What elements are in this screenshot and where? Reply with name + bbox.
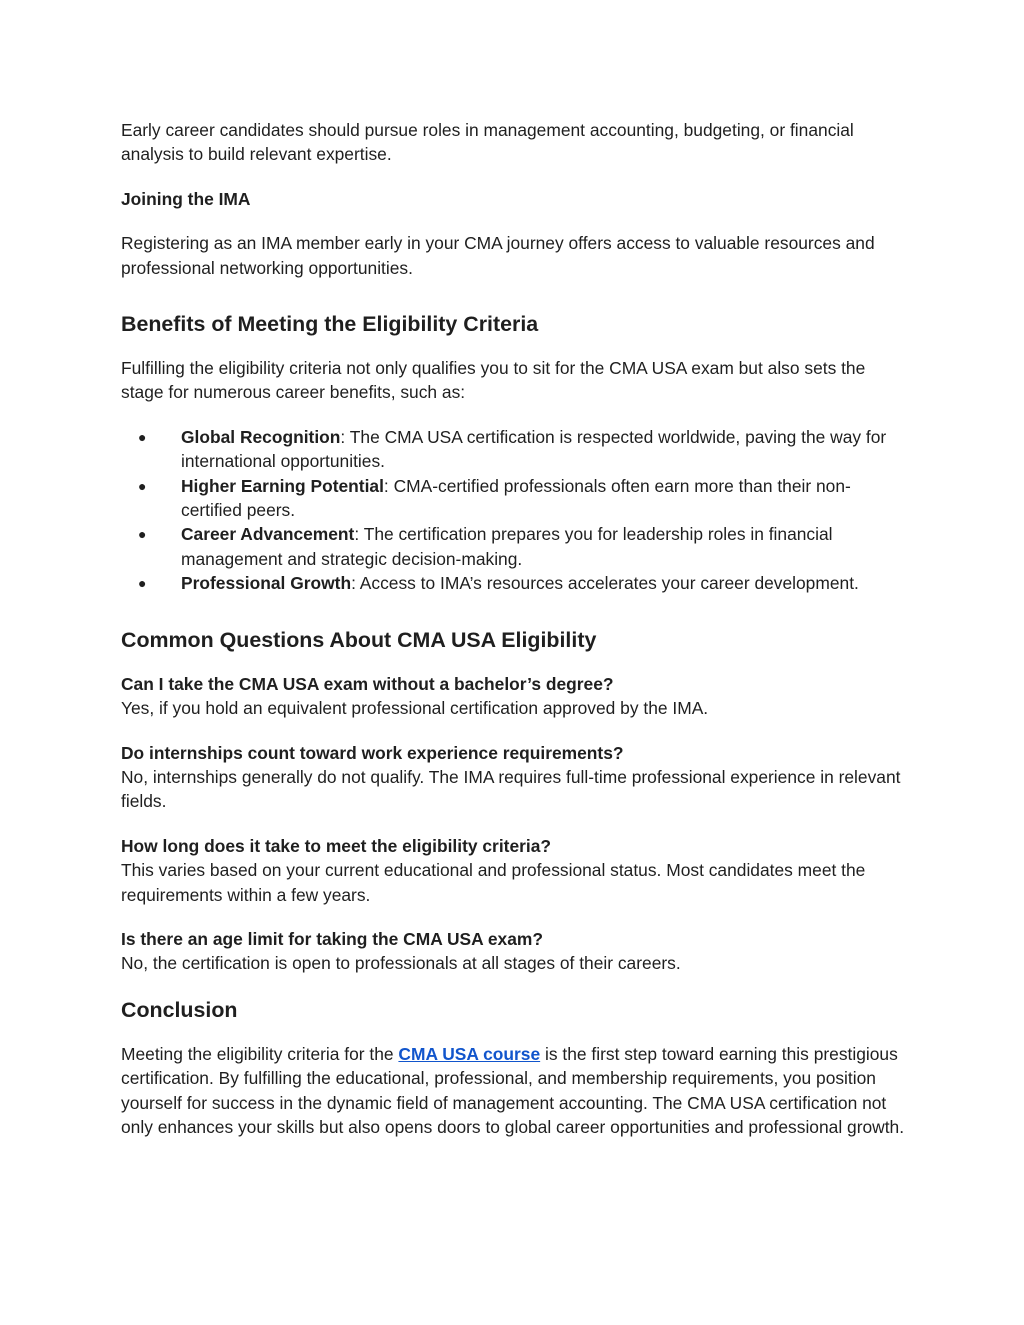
benefit-term: Professional Growth — [181, 573, 352, 594]
faq-answer: No, the certification is open to professionals at all stages of their careers. — [121, 953, 681, 974]
cma-usa-course-link[interactable]: CMA USA course — [398, 1043, 541, 1064]
conclusion-text-end: is the first step toward earning this prestigious certification. By fulfilling the educational, professional, and membership requirements, you position yourself for success in the dynamic field of management accounting. The CMA USA certification not only enhances your skills but also opens doors to global career opportunities and professional growth. — [121, 1043, 905, 1137]
bullet-icon: ● — [138, 477, 147, 494]
faq-question: Do internships count toward work experience requirements? — [121, 742, 624, 763]
benefits-list — [121, 425, 911, 596]
faq-answer: No, internships generally do not qualify. The IMA requires full-time professional experience in relevant fields. — [121, 766, 901, 812]
benefit-term: Higher Earning Potential — [181, 475, 384, 496]
faq-question: How long does it take to meet the eligibility criteria? — [121, 835, 552, 856]
faq-answer: This varies based on your current educational and professional status. Most candidates meet the requirements within a few years. — [121, 860, 866, 905]
faq-heading: Common Questions About CMA USA Eligibility — [121, 627, 597, 652]
benefits-heading: Benefits of Meeting the Eligibility Criteria — [121, 312, 539, 337]
faq-answer: Yes, if you hold an equivalent professional certification approved by the IMA. — [121, 698, 709, 719]
faq-question: Is there an age limit for taking the CMA USA exam? — [121, 928, 543, 949]
list-item — [121, 522, 911, 571]
faq-question: Can I take the CMA USA exam without a bachelor’s degree? — [121, 673, 614, 694]
list-item — [121, 571, 911, 595]
benefit-desc: : CMA-certified professionals often earn more than their non-certified peers. — [181, 475, 851, 521]
bullet-icon: ● — [138, 575, 147, 592]
list-item — [121, 425, 911, 474]
benefit-desc: : The certification prepares you for leadership roles in financial management and strategic decision-making. — [181, 524, 833, 569]
list-item — [121, 474, 911, 523]
benefit-desc: : The CMA USA certification is respected worldwide, paving the way for international opportunities. — [181, 426, 887, 472]
intro-paragraph: Early career candidates should pursue roles in management accounting, budgeting, or financial analysis to build relevant expertise. — [121, 120, 854, 165]
bullet-icon: ● — [138, 526, 147, 543]
faq-item — [121, 834, 911, 907]
faq-item — [121, 672, 911, 721]
faq-item — [121, 927, 911, 976]
joining-ima-paragraph: Registering as an IMA member early in your CMA journey offers access to valuable resources and professional networking opportunities. — [121, 233, 875, 278]
faq-item — [121, 741, 911, 814]
bullet-icon: ● — [138, 428, 147, 445]
conclusion-paragraph — [121, 1042, 911, 1140]
benefits-intro: Fulfilling the eligibility criteria not only qualifies you to sit for the CMA USA exam but also sets the stage for numerous career benefits, such as: — [121, 358, 866, 403]
benefit-term: Global Recognition — [181, 426, 341, 447]
conclusion-heading: Conclusion — [121, 997, 238, 1022]
joining-ima-heading: Joining the IMA — [121, 188, 251, 209]
document-page — [121, 118, 911, 1139]
benefit-term: Career Advancement — [181, 524, 355, 545]
benefit-desc: : Access to IMA’s resources accelerates your career development. — [351, 573, 859, 594]
conclusion-text-start: Meeting the eligibility criteria for the — [121, 1043, 399, 1064]
